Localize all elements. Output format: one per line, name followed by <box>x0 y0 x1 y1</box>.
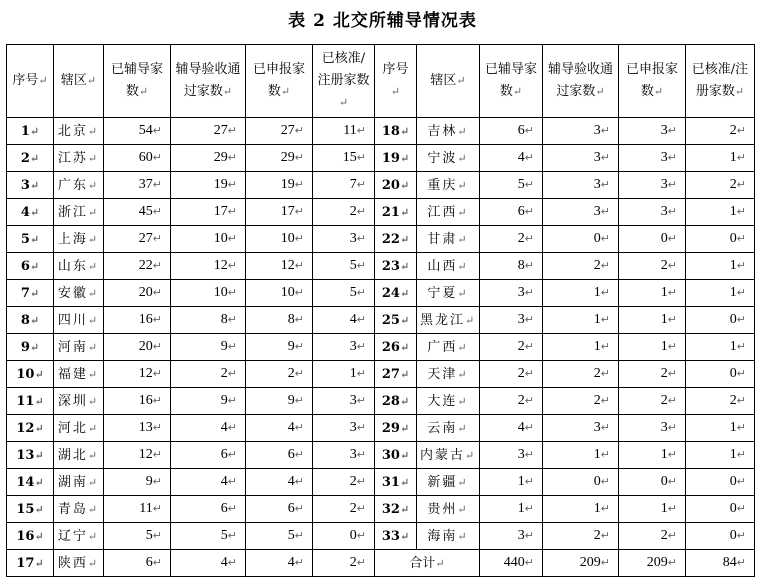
cell-region: 山东↵ <box>54 253 104 280</box>
cell-counseled: 5↵ <box>104 523 171 550</box>
cell-passed: 6↵ <box>171 442 246 469</box>
total-label: 合计↵ <box>375 550 480 577</box>
cell-applied: 10↵ <box>246 280 313 307</box>
cell-approved: 1↵ <box>686 334 755 361</box>
cell-region: 大连↵ <box>417 388 480 415</box>
table-title: 表 2 北交所辅导情况表 <box>288 11 477 31</box>
cell-applied: 0↵ <box>619 226 686 253</box>
header-row <box>7 45 755 118</box>
cell-region: 安徽↵ <box>54 280 104 307</box>
cell-counseled: 8↵ <box>480 253 543 280</box>
cell-region: 贵州↵ <box>417 496 480 523</box>
header-region-right: 辖区↵ <box>417 45 480 118</box>
cell-approved: 5↵ <box>313 253 375 280</box>
cell-applied: 17↵ <box>246 199 313 226</box>
header-seq-right: 序号↵ <box>375 45 417 118</box>
cell-approved: 1↵ <box>686 442 755 469</box>
cell-applied: 29↵ <box>246 145 313 172</box>
cell-approved: 1↵ <box>686 415 755 442</box>
cell-approved: 3↵ <box>313 415 375 442</box>
cell-approved: 2↵ <box>313 469 375 496</box>
header-region-left: 辖区↵ <box>54 45 104 118</box>
cell-approved: 11↵ <box>313 118 375 145</box>
total-counseled: 440↵ <box>480 550 543 577</box>
table-row <box>7 361 755 388</box>
cell-seq: 24↵ <box>375 280 417 307</box>
cell-seq: 21↵ <box>375 199 417 226</box>
cell-approved: 0↵ <box>686 523 755 550</box>
header-passed-right: 辅导验收通过家数↵ <box>543 45 619 118</box>
cell-applied: 10↵ <box>246 226 313 253</box>
cell-region: 云南↵ <box>417 415 480 442</box>
cell-seq: 1↵ <box>7 118 54 145</box>
cell-region: 宁夏↵ <box>417 280 480 307</box>
cell-region: 新疆↵ <box>417 469 480 496</box>
cell-counseled: 20↵ <box>104 280 171 307</box>
cell-counseled: 20↵ <box>104 334 171 361</box>
cell-region: 海南↵ <box>417 523 480 550</box>
total-approved: 84↵ <box>686 550 755 577</box>
cell-counseled: 2↵ <box>480 226 543 253</box>
cell-seq: 4↵ <box>7 199 54 226</box>
cell-seq: 13↵ <box>7 442 54 469</box>
cell-passed: 5↵ <box>171 523 246 550</box>
cell-applied: 1↵ <box>619 334 686 361</box>
cell-region: 湖北↵ <box>54 442 104 469</box>
cell-passed: 4↵ <box>171 550 246 577</box>
cell-counseled: 13↵ <box>104 415 171 442</box>
cell-region: 北京↵ <box>54 118 104 145</box>
cell-approved: 2↵ <box>686 172 755 199</box>
cell-approved: 0↵ <box>686 469 755 496</box>
cell-approved: 2↵ <box>313 550 375 577</box>
cell-passed: 1↵ <box>543 334 619 361</box>
cell-region: 浙江↵ <box>54 199 104 226</box>
cell-counseled: 9↵ <box>104 469 171 496</box>
cell-approved: 0↵ <box>313 523 375 550</box>
cell-seq: 12↵ <box>7 415 54 442</box>
cell-seq: 26↵ <box>375 334 417 361</box>
header-applied-right: 已申报家数↵ <box>619 45 686 118</box>
cell-region: 四川↵ <box>54 307 104 334</box>
cell-passed: 4↵ <box>171 415 246 442</box>
cell-counseled: 6↵ <box>104 550 171 577</box>
header-applied-left: 已申报家数↵ <box>246 45 313 118</box>
cell-seq: 10↵ <box>7 361 54 388</box>
cell-counseled: 3↵ <box>480 523 543 550</box>
cell-approved: 0↵ <box>686 361 755 388</box>
cell-applied: 4↵ <box>246 469 313 496</box>
cell-region: 上海↵ <box>54 226 104 253</box>
cell-region: 河北↵ <box>54 415 104 442</box>
cell-counseled: 37↵ <box>104 172 171 199</box>
cell-passed: 19↵ <box>171 172 246 199</box>
cell-approved: 1↵ <box>686 145 755 172</box>
cell-seq: 20↵ <box>375 172 417 199</box>
cell-counseled: 16↵ <box>104 388 171 415</box>
cell-passed: 3↵ <box>543 145 619 172</box>
cell-region: 山西↵ <box>417 253 480 280</box>
cell-applied: 8↵ <box>246 307 313 334</box>
table-row <box>7 523 755 550</box>
cell-applied: 5↵ <box>246 523 313 550</box>
cell-seq: 29↵ <box>375 415 417 442</box>
cell-passed: 8↵ <box>171 307 246 334</box>
cell-applied: 2↵ <box>619 388 686 415</box>
cell-applied: 1↵ <box>619 307 686 334</box>
cell-passed: 0↵ <box>543 226 619 253</box>
cell-approved: 0↵ <box>686 226 755 253</box>
cell-region: 青岛↵ <box>54 496 104 523</box>
cell-passed: 9↵ <box>171 388 246 415</box>
cell-counseled: 5↵ <box>480 172 543 199</box>
cell-seq: 9↵ <box>7 334 54 361</box>
cell-seq: 30↵ <box>375 442 417 469</box>
cell-region: 湖南↵ <box>54 469 104 496</box>
cell-passed: 1↵ <box>543 442 619 469</box>
cell-seq: 5↵ <box>7 226 54 253</box>
cell-passed: 2↵ <box>543 523 619 550</box>
cell-seq: 23↵ <box>375 253 417 280</box>
cell-counseled: 3↵ <box>480 442 543 469</box>
cell-approved: 0↵ <box>686 496 755 523</box>
cell-counseled: 60↵ <box>104 145 171 172</box>
cell-region: 天津↵ <box>417 361 480 388</box>
cell-seq: 31↵ <box>375 469 417 496</box>
cell-applied: 12↵ <box>246 253 313 280</box>
cell-passed: 2↵ <box>543 388 619 415</box>
cell-approved: 0↵ <box>686 307 755 334</box>
cell-counseled: 16↵ <box>104 307 171 334</box>
cell-counseled: 1↵ <box>480 469 543 496</box>
cell-passed: 17↵ <box>171 199 246 226</box>
cell-passed: 3↵ <box>543 199 619 226</box>
cell-seq: 22↵ <box>375 226 417 253</box>
cell-passed: 3↵ <box>543 118 619 145</box>
cell-approved: 3↵ <box>313 388 375 415</box>
cell-seq: 19↵ <box>375 145 417 172</box>
cell-region: 广西↵ <box>417 334 480 361</box>
cell-counseled: 54↵ <box>104 118 171 145</box>
cell-seq: 25↵ <box>375 307 417 334</box>
cell-passed: 1↵ <box>543 496 619 523</box>
cell-region: 宁波↵ <box>417 145 480 172</box>
cell-passed: 9↵ <box>171 334 246 361</box>
cell-approved: 3↵ <box>313 334 375 361</box>
cell-applied: 3↵ <box>619 145 686 172</box>
cell-passed: 2↵ <box>543 361 619 388</box>
cell-seq: 17↵ <box>7 550 54 577</box>
cell-region: 深圳↵ <box>54 388 104 415</box>
cell-seq: 27↵ <box>375 361 417 388</box>
cell-counseled: 6↵ <box>480 199 543 226</box>
cell-seq: 32↵ <box>375 496 417 523</box>
cell-counseled: 4↵ <box>480 145 543 172</box>
cell-applied: 9↵ <box>246 388 313 415</box>
cell-approved: 3↵ <box>313 226 375 253</box>
cell-counseled: 3↵ <box>480 280 543 307</box>
cell-seq: 3↵ <box>7 172 54 199</box>
cell-region: 黑龙江↵ <box>417 307 480 334</box>
table-row <box>7 496 755 523</box>
table-row <box>7 334 755 361</box>
cell-passed: 2↵ <box>543 253 619 280</box>
cell-counseled: 6↵ <box>480 118 543 145</box>
cell-approved: 2↵ <box>686 388 755 415</box>
cell-region: 江苏↵ <box>54 145 104 172</box>
cell-passed: 29↵ <box>171 145 246 172</box>
header-passed-left: 辅导验收通过家数↵ <box>171 45 246 118</box>
table-row <box>7 118 755 145</box>
table-row <box>7 199 755 226</box>
cell-passed: 4↵ <box>171 469 246 496</box>
cell-applied: 3↵ <box>619 415 686 442</box>
cell-applied: 6↵ <box>246 442 313 469</box>
cell-seq: 33↵ <box>375 523 417 550</box>
cell-applied: 1↵ <box>619 280 686 307</box>
cell-approved: 1↵ <box>686 253 755 280</box>
cell-applied: 1↵ <box>619 496 686 523</box>
cell-region: 河南↵ <box>54 334 104 361</box>
cell-approved: 2↵ <box>686 118 755 145</box>
cell-seq: 11↵ <box>7 388 54 415</box>
cell-counseled: 2↵ <box>480 361 543 388</box>
table-row <box>7 550 755 577</box>
table-row <box>7 469 755 496</box>
cell-applied: 2↵ <box>246 361 313 388</box>
cell-passed: 27↵ <box>171 118 246 145</box>
cell-approved: 3↵ <box>313 442 375 469</box>
cell-applied: 2↵ <box>619 361 686 388</box>
header-counseled-right: 已辅导家数↵ <box>480 45 543 118</box>
cell-region: 吉林↵ <box>417 118 480 145</box>
table-row <box>7 388 755 415</box>
cell-applied: 1↵ <box>619 442 686 469</box>
cell-passed: 6↵ <box>171 496 246 523</box>
cell-seq: 8↵ <box>7 307 54 334</box>
cell-approved: 2↵ <box>313 199 375 226</box>
cell-region: 重庆↵ <box>417 172 480 199</box>
cell-applied: 4↵ <box>246 415 313 442</box>
cell-counseled: 45↵ <box>104 199 171 226</box>
cell-passed: 1↵ <box>543 307 619 334</box>
table-body <box>7 118 755 577</box>
table-row <box>7 226 755 253</box>
total-passed: 209↵ <box>543 550 619 577</box>
cell-counseled: 2↵ <box>480 334 543 361</box>
table-row <box>7 415 755 442</box>
cell-counseled: 2↵ <box>480 388 543 415</box>
cell-applied: 3↵ <box>619 118 686 145</box>
cell-approved: 4↵ <box>313 307 375 334</box>
cell-seq: 28↵ <box>375 388 417 415</box>
table-row <box>7 145 755 172</box>
table-row <box>7 280 755 307</box>
table-row <box>7 307 755 334</box>
total-applied: 209↵ <box>619 550 686 577</box>
cell-seq: 15↵ <box>7 496 54 523</box>
cell-seq: 6↵ <box>7 253 54 280</box>
header-approved-right: 已核准/注册家数↵ <box>686 45 755 118</box>
cell-region: 甘肃↵ <box>417 226 480 253</box>
cell-approved: 5↵ <box>313 280 375 307</box>
cell-applied: 2↵ <box>619 253 686 280</box>
cell-applied: 3↵ <box>619 199 686 226</box>
cell-region: 广东↵ <box>54 172 104 199</box>
cell-passed: 1↵ <box>543 280 619 307</box>
cell-applied: 4↵ <box>246 550 313 577</box>
cell-seq: 7↵ <box>7 280 54 307</box>
cell-applied: 9↵ <box>246 334 313 361</box>
cell-counseled: 1↵ <box>480 496 543 523</box>
cell-region: 内蒙古↵ <box>417 442 480 469</box>
cell-seq: 18↵ <box>375 118 417 145</box>
cell-passed: 10↵ <box>171 280 246 307</box>
cell-counseled: 3↵ <box>480 307 543 334</box>
cell-approved: 7↵ <box>313 172 375 199</box>
cell-passed: 3↵ <box>543 415 619 442</box>
cell-region: 陕西↵ <box>54 550 104 577</box>
header-approved-left: 已核准/注册家数↵ <box>313 45 375 118</box>
table-row <box>7 253 755 280</box>
cell-counseled: 12↵ <box>104 442 171 469</box>
cell-applied: 27↵ <box>246 118 313 145</box>
cell-counseled: 22↵ <box>104 253 171 280</box>
cell-passed: 12↵ <box>171 253 246 280</box>
cell-seq: 14↵ <box>7 469 54 496</box>
cell-applied: 0↵ <box>619 469 686 496</box>
cell-applied: 2↵ <box>619 523 686 550</box>
cell-counseled: 4↵ <box>480 415 543 442</box>
cell-region: 辽宁↵ <box>54 523 104 550</box>
table-row <box>7 442 755 469</box>
cell-seq: 16↵ <box>7 523 54 550</box>
cell-counseled: 12↵ <box>104 361 171 388</box>
table-row <box>7 172 755 199</box>
header-seq-left: 序号↵ <box>7 45 54 118</box>
cell-applied: 6↵ <box>246 496 313 523</box>
cell-approved: 15↵ <box>313 145 375 172</box>
counseling-table <box>6 44 755 577</box>
cell-approved: 1↵ <box>313 361 375 388</box>
cell-passed: 3↵ <box>543 172 619 199</box>
cell-region: 福建↵ <box>54 361 104 388</box>
cell-passed: 2↵ <box>171 361 246 388</box>
cell-region: 江西↵ <box>417 199 480 226</box>
cell-counseled: 11↵ <box>104 496 171 523</box>
cell-approved: 2↵ <box>313 496 375 523</box>
header-counseled-left: 已辅导家数↵ <box>104 45 171 118</box>
cell-seq: 2↵ <box>7 145 54 172</box>
cell-approved: 1↵ <box>686 280 755 307</box>
cell-applied: 3↵ <box>619 172 686 199</box>
cell-applied: 19↵ <box>246 172 313 199</box>
cell-passed: 0↵ <box>543 469 619 496</box>
cell-approved: 1↵ <box>686 199 755 226</box>
cell-counseled: 27↵ <box>104 226 171 253</box>
cell-passed: 10↵ <box>171 226 246 253</box>
